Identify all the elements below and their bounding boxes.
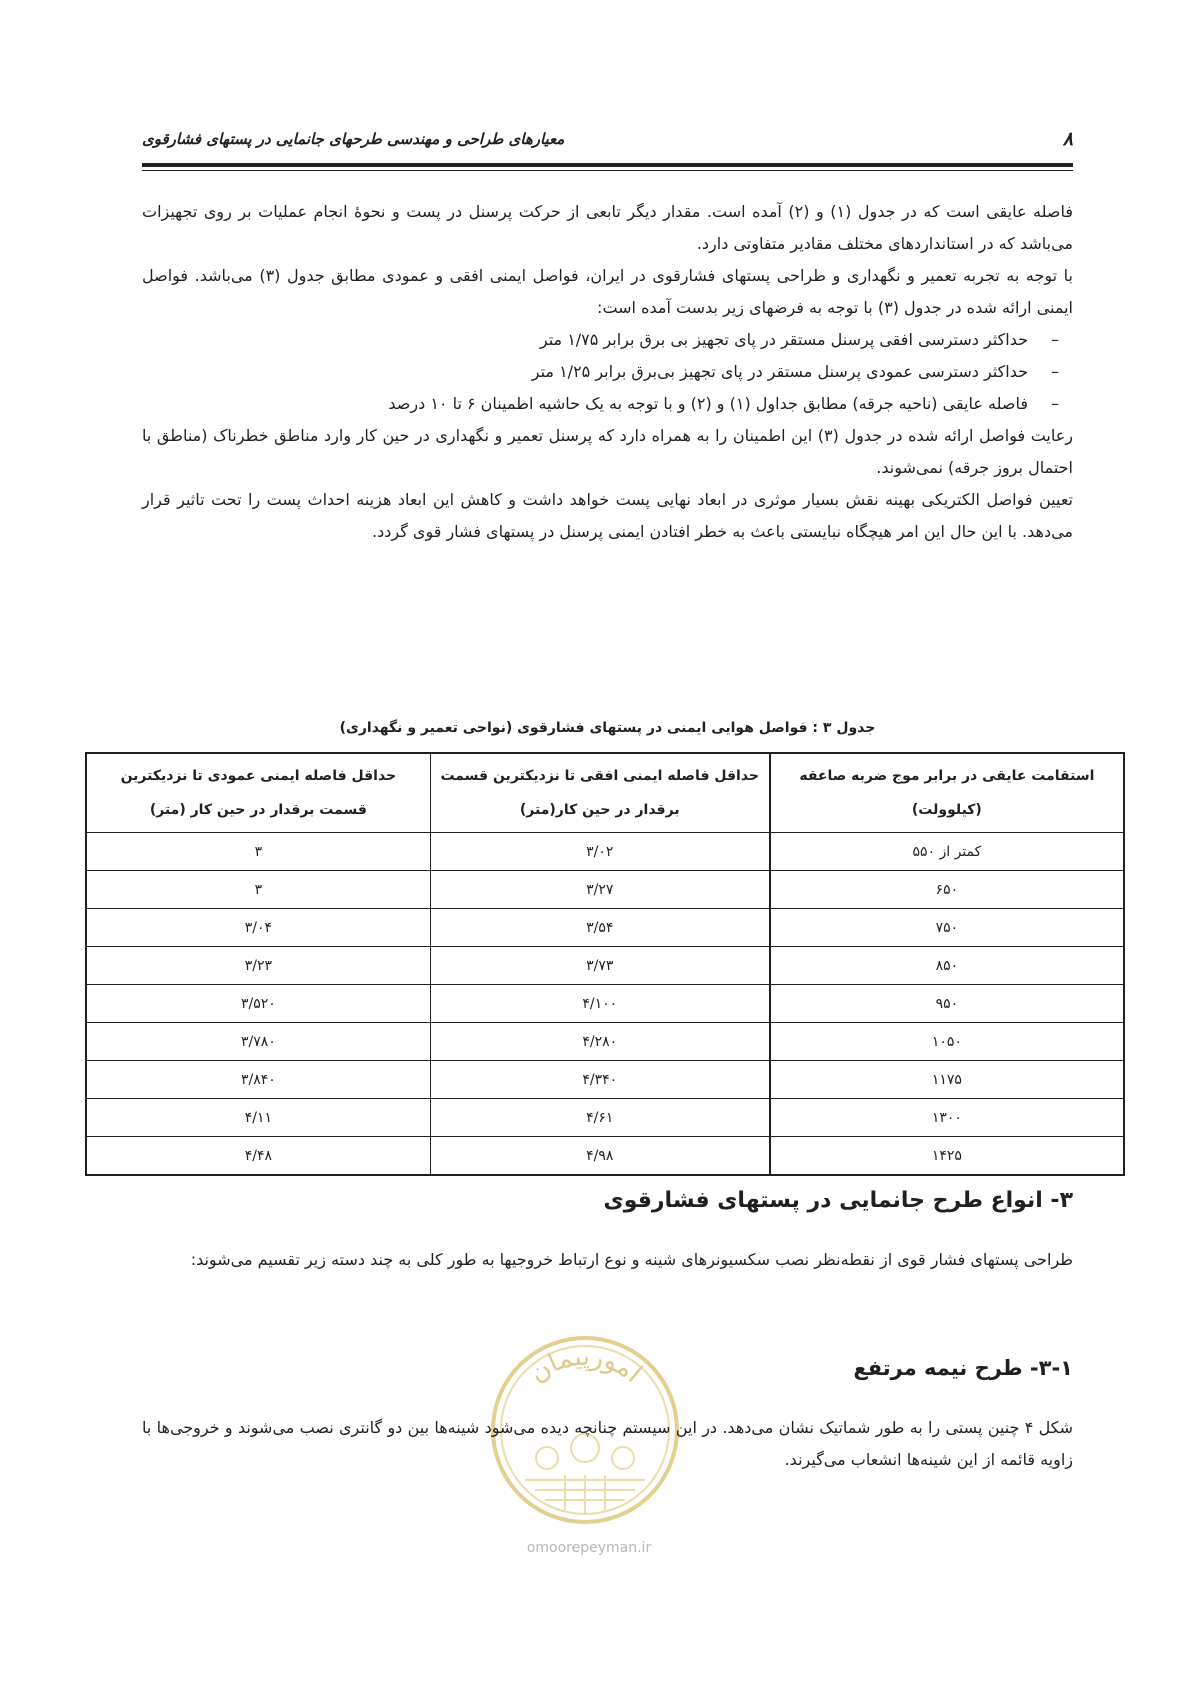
watermark-url: omoorepeyman.ir <box>526 1540 652 1556</box>
paragraph-1: فاصله عایقی است که در جدول (۱) و (۲) آمده است. مقدار دیگر تابعی از حرکت پرسنل در پست و نحوهٔ انجام عملیات بر روی تجهیزات می‌باشد که در استانداردهای مختلف مقادیر متفاوتی دارد. <box>142 202 1074 253</box>
bullet-dash: – <box>1051 362 1059 381</box>
table-row: ۱۴۲۵ ۴/۹۸ ۴/۴۸ <box>86 1137 1124 1176</box>
header-rule-thin <box>142 170 1073 171</box>
watermark-arc-text: امورپیمان <box>523 1341 648 1389</box>
table-row: ۱۱۷۵ ۴/۳۴۰ ۳/۸۴۰ <box>86 1061 1124 1099</box>
list-item: – حداکثر دسترسی افقی پرسنل مستقر در پای تجهیز بی برق برابر ۱/۷۵ متر <box>142 324 1073 356</box>
safety-distance-table <box>85 752 1125 1176</box>
paragraph-4: تعیین فواصل الکتریکی بهینه نقش بسیار موثری در ابعاد نهایی پست خواهد داشت و کاهش این ابعاد هزینه احداث پست را تحت تاثیر قرار می‌دهد. با این حال این امر هیچگاه نبایستی باعث به خطر افتادن ایمنی پرسنل در پستهای فشار قوی گردد. <box>142 490 1073 541</box>
section-3-1-text <box>142 1412 1073 1476</box>
bullet-dash: – <box>1051 394 1059 413</box>
table-row: ۸۵۰ ۳/۷۳ ۳/۲۳ <box>86 947 1124 985</box>
paragraph-2: با توجه به تجربه تعمیر و نگهداری و طراحی پستهای فشارقوی در ایران، فواصل ایمنی افقی و عمودی مطابق جدول (۳) می‌باشد. فواصل ایمنی ارائه شده در جدول (۳) با توجه به فرضهای زیر بدست آمده است: <box>142 266 1073 317</box>
page-header <box>142 118 1073 168</box>
running-title: معیارهای طراحی و مهندسی طرحهای جانمایی در پستهای فشارقوی <box>142 130 565 148</box>
section-3-paragraph: طراحی پستهای فشار قوی از نقطه‌نظر نصب سکسیونرهای شینه و نوع ارتباط خروجیها به طور کلی به چند دسته زیر تقسیم می‌شوند: <box>190 1250 1073 1269</box>
assumption-list <box>142 324 1073 420</box>
list-item: – فاصله عایقی (ناحیه جرقه) مطابق جداول (۱) و (۲) و با توجه به یک حاشیه اطمینان ۶ تا ۱۰ درصد <box>142 388 1073 420</box>
table-caption: جدول ۳ : فواصل هوایی ایمنی در پستهای فشارقوی (نواحی تعمیر و نگهداری) <box>339 720 876 736</box>
table-row: ۱۳۰۰ ۴/۶۱ ۴/۱۱ <box>86 1099 1124 1137</box>
page-number: ۸ <box>1062 128 1073 150</box>
table-row: ۹۵۰ ۴/۱۰۰ ۳/۵۲۰ <box>86 985 1124 1023</box>
column-header-insulation: استقامت عایقی در برابر موج ضربه صاعقه (کیلوولت) <box>770 753 1124 833</box>
section-3-text <box>142 1244 1073 1276</box>
bullet-dash: – <box>1051 330 1059 349</box>
header-rule <box>142 163 1073 167</box>
section-3-1-heading: ۳-۱- طرح نیمه مرتفع <box>853 1356 1073 1380</box>
column-header-horizontal: حداقل فاصله ایمنی افقی تا نزدیکترین قسمت برقدار در حین کار(متر) <box>430 753 770 833</box>
table-row: کمتر از ۵۵۰ ۳/۰۲ ۳ <box>86 833 1124 871</box>
table-header-row <box>86 753 1124 833</box>
table-row: ۶۵۰ ۳/۲۷ ۳ <box>86 871 1124 909</box>
intro-text <box>142 196 1073 548</box>
section-3-heading: ۳- انواع طرح جانمایی در پستهای فشارقوی <box>603 1188 1073 1213</box>
table-row: ۷۵۰ ۳/۵۴ ۳/۰۴ <box>86 909 1124 947</box>
section-3-1-paragraph: شکل ۴ چنین پستی را به طور شماتیک نشان می‌دهد. در این سیستم چنانچه دیده می‌شود شینه‌ها بین دو گانتری نصب می‌شوند و خروجی‌ها با زاویه قائمه از این شینه‌ها انشعاب می‌گیرند. <box>142 1418 1073 1469</box>
paragraph-3: رعایت فواصل ارائه شده در جدول (۳) این اطمینان را به همراه دارد که پرسنل تعمیر و نگهداری در حین کار وارد مناطق خطرناک (مناطق با احتمال بروز جرقه) نمی‌شوند. <box>142 426 1074 477</box>
list-item: – حداکثر دسترسی عمودی پرسنل مستقر در پای تجهیز بی‌برق برابر ۱/۲۵ متر <box>142 356 1073 388</box>
column-header-vertical: حداقل فاصله ایمنی عمودی تا نزدیکترین قسمت برقدار در حین کار (متر) <box>86 753 430 833</box>
table-row: ۱۰۵۰ ۴/۲۸۰ ۳/۷۸۰ <box>86 1023 1124 1061</box>
